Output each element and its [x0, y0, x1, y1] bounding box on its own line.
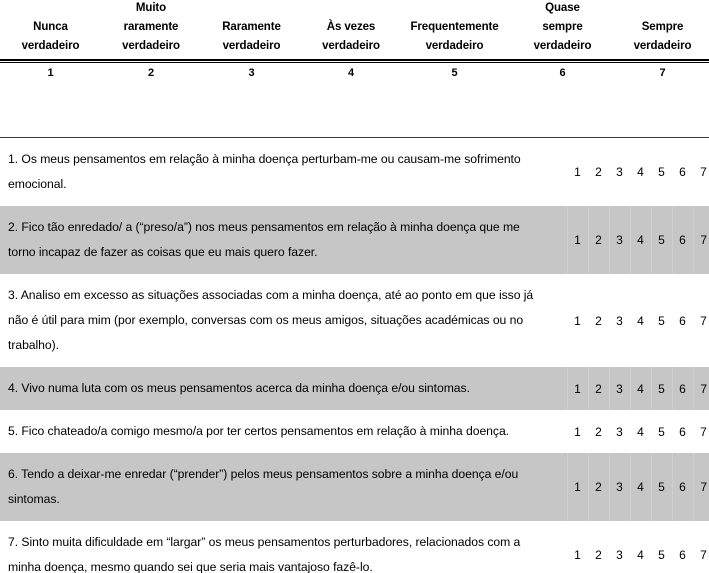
table-row	[0, 206, 709, 274]
scale-anchor-6-line-2: sempre	[542, 21, 583, 33]
scale-anchor-4-line-1: Às vezes	[326, 21, 376, 33]
scale-anchor-7-line-1: Sempre	[641, 21, 684, 33]
rating-option-6[interactable]: 6	[672, 206, 693, 274]
scale-anchor-3-line-2: verdadeiro	[222, 40, 281, 52]
rating-option-4[interactable]: 4	[637, 165, 644, 179]
rating-spacer	[556, 138, 567, 207]
scale-anchor-2-line-1: Muito	[135, 2, 167, 14]
rating-spacer	[556, 410, 567, 453]
rating-option-6[interactable]: 6	[679, 313, 686, 328]
scale-anchor-6	[509, 0, 616, 59]
rating-option-6[interactable]: 6	[672, 453, 693, 521]
scale-number-5: 5	[451, 67, 458, 79]
rating-option-1[interactable]: 1	[567, 453, 588, 521]
rating-option-4[interactable]: 4	[630, 206, 651, 274]
rating-option-6[interactable]: 6	[679, 548, 686, 562]
scale-anchor-1-line-2: verdadeiro	[21, 40, 80, 52]
rating-option-5[interactable]: 5	[651, 206, 672, 274]
rating-option-4[interactable]: 4	[637, 548, 644, 562]
scale-number-2: 2	[147, 67, 155, 79]
table-row	[0, 410, 709, 453]
rating-option-7[interactable]: 7	[700, 313, 707, 328]
scale-number-7: 7	[659, 67, 666, 79]
rating-spacer	[556, 274, 567, 367]
rating-option-5[interactable]: 5	[658, 548, 665, 562]
scale-anchor-3-line-1: Raramente	[222, 21, 281, 33]
scale-anchor-6-line-1: Quase	[545, 2, 580, 14]
rating-option-5[interactable]: 5	[658, 424, 665, 439]
rating-option-2[interactable]: 2	[595, 424, 602, 439]
table-row	[0, 521, 709, 573]
scale-anchor-3	[201, 18, 302, 59]
rating-option-3[interactable]: 3	[616, 165, 623, 179]
rating-option-7[interactable]: 7	[700, 548, 707, 562]
rating-spacer	[556, 367, 567, 410]
rating-option-7[interactable]: 7	[693, 453, 709, 521]
item-text: 5. Fico chateado/a comigo mesmo/a por ter certos pensamentos em relação à minha doença.	[8, 424, 510, 438]
scale-anchor-7	[616, 18, 709, 59]
rating-option-4[interactable]: 4	[630, 367, 651, 410]
rating-option-2[interactable]: 2	[588, 367, 609, 410]
rating-option-1[interactable]: 1	[567, 206, 588, 274]
rating-option-2[interactable]: 2	[588, 206, 609, 274]
rating-option-1[interactable]: 1	[574, 313, 581, 328]
scale-number-6: 6	[559, 67, 566, 79]
table-row	[0, 274, 709, 367]
item-text: 6. Tendo a deixar-me enredar (“prender”) pelos meus pensamentos sobre a minha doença e/ou sintomas.	[8, 467, 519, 506]
scale-divider-rule	[0, 59, 709, 63]
scale-anchor-4-line-2: verdadeiro	[322, 40, 380, 52]
rating-option-1[interactable]: 1	[567, 367, 588, 410]
rating-option-1[interactable]: 1	[574, 165, 581, 179]
rating-option-7[interactable]: 7	[693, 367, 709, 410]
scale-anchor-6-line-3: verdadeiro	[533, 40, 592, 52]
table-row	[0, 367, 709, 410]
item-text: 1. Os meus pensamentos em relação à minha doença perturbam-me ou causam-me sofrimento emocional.	[8, 152, 521, 191]
rating-option-3[interactable]: 3	[609, 206, 630, 274]
questionnaire-items-body	[0, 138, 709, 573]
rating-spacer	[556, 206, 567, 274]
rating-option-4[interactable]: 4	[637, 424, 644, 439]
rating-option-4[interactable]: 4	[637, 313, 644, 328]
rating-option-2[interactable]: 2	[595, 313, 602, 328]
rating-option-2[interactable]: 2	[588, 453, 609, 521]
rating-spacer	[556, 521, 567, 573]
rating-spacer	[556, 453, 567, 521]
scale-anchor-4	[302, 18, 400, 59]
rating-option-2[interactable]: 2	[595, 548, 602, 562]
rating-option-5[interactable]: 5	[658, 313, 665, 328]
rating-option-3[interactable]: 3	[616, 313, 623, 328]
rating-option-7[interactable]: 7	[700, 424, 707, 439]
rating-option-3[interactable]: 3	[609, 453, 630, 521]
rating-option-7[interactable]: 7	[693, 206, 709, 274]
scale-anchor-1	[0, 18, 101, 59]
scale-number-3: 3	[248, 67, 255, 79]
scale-anchor-1-line-1: Nunca	[33, 21, 68, 33]
item-text: 2. Fico tão enredado/ a (“preso/a”) nos meus pensamentos em relação à minha doença que me torno incapaz de fazer as coisas que eu mais quero fazer.	[8, 220, 520, 259]
table-row	[0, 138, 709, 207]
rating-option-7[interactable]: 7	[700, 165, 707, 179]
table-row	[0, 453, 709, 521]
scale-anchor-5	[400, 18, 509, 59]
scale-anchor-7-line-2: verdadeiro	[633, 40, 692, 52]
rating-option-5[interactable]: 5	[651, 453, 672, 521]
scale-anchor-numbers	[0, 64, 709, 82]
item-text: 7. Sinto muita dificuldade em “largar” os meus pensamentos perturbadores, relacionados com a minha doença, mesmo quando sei que seria mais vantajoso fazê-lo.	[8, 535, 521, 573]
scale-anchor-2	[101, 0, 201, 59]
rating-option-3[interactable]: 3	[609, 367, 630, 410]
rating-option-6[interactable]: 6	[679, 424, 686, 439]
scale-anchor-5-line-1: Frequentemente	[410, 21, 499, 33]
scale-anchor-2-line-2: raramente	[123, 21, 179, 33]
rating-option-1[interactable]: 1	[574, 424, 581, 439]
rating-option-3[interactable]: 3	[616, 548, 623, 562]
rating-option-5[interactable]: 5	[658, 165, 665, 179]
rating-option-3[interactable]: 3	[616, 424, 623, 439]
scale-number-4: 4	[347, 67, 355, 79]
rating-option-5[interactable]: 5	[651, 367, 672, 410]
scale-anchor-2-line-3: verdadeiro	[122, 40, 180, 52]
scale-number-1: 1	[47, 67, 54, 79]
scale-anchor-5-line-2: verdadeiro	[425, 40, 484, 52]
rating-option-6[interactable]: 6	[679, 165, 686, 179]
item-text: 4. Vivo numa luta com os meus pensamentos acerca da minha doença e/ou sintomas.	[8, 381, 470, 395]
scale-anchor-labels	[0, 0, 709, 59]
item-text: 3. Analiso em excesso as situações associadas com a minha doença, até ao ponto em que isso já não é útil para mim (por exemplo, conversas com os meus amigos, situações académicas ou no trabalho).	[8, 288, 534, 352]
rating-option-1[interactable]: 1	[574, 548, 581, 562]
rating-option-4[interactable]: 4	[630, 453, 651, 521]
rating-option-2[interactable]: 2	[595, 165, 602, 179]
questionnaire-items-table	[0, 137, 709, 573]
rating-option-6[interactable]: 6	[672, 367, 693, 410]
